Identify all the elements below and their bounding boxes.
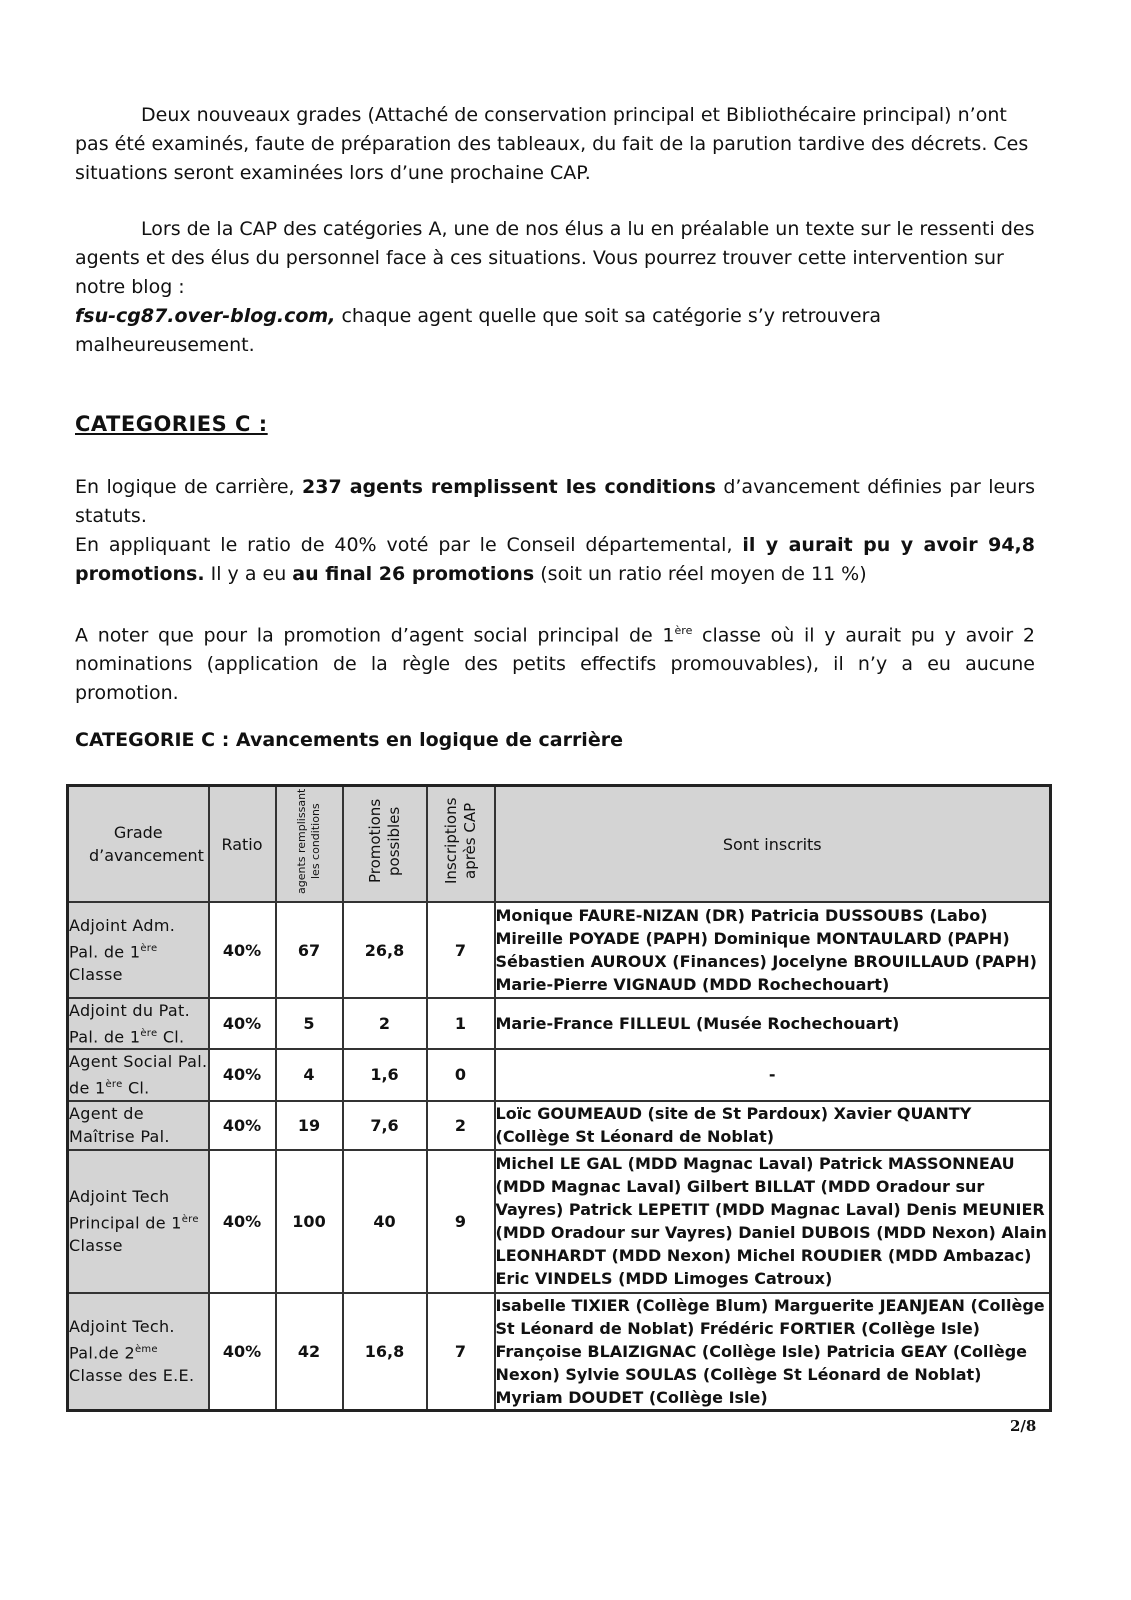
inscriptions-cell: 2	[427, 1101, 495, 1150]
names-cell: -	[495, 1049, 1051, 1100]
header-grade: Grade d’avancement	[68, 786, 209, 903]
intro-paragraph-grades	[75, 101, 1035, 188]
header-ratio: Ratio	[209, 786, 276, 903]
header-agents	[276, 786, 343, 903]
text-span: En logique de carrière,	[75, 476, 303, 498]
promotions-cell: 1,6	[343, 1049, 427, 1100]
table-row	[68, 902, 1051, 998]
text-span: A noter que pour la promotion d’agent social principal de 1	[75, 624, 675, 647]
agents-cell: 42	[276, 1293, 343, 1411]
promotions-table	[66, 784, 1052, 1412]
note-paragraph	[75, 616, 1035, 708]
grade-cell	[68, 1293, 209, 1411]
superscript: ère	[674, 624, 693, 637]
grade-text: Cl.	[122, 1078, 150, 1098]
header-agents-text: agents remplissant les conditions	[295, 788, 322, 894]
blog-url: fsu-cg87.over-blog.com,	[75, 305, 336, 327]
text-span: Il y a eu	[204, 563, 293, 585]
grade-text: Classe des E.E.	[69, 1366, 195, 1386]
grade-cell	[68, 1049, 209, 1100]
agents-cell: 67	[276, 902, 343, 998]
table-heading: CATEGORIE C : Avancements en logique de carrière	[75, 729, 623, 751]
agents-cell: 4	[276, 1049, 343, 1100]
text-span-bold: 237 agents remplissent les conditions	[302, 476, 716, 498]
text-line	[75, 302, 1035, 331]
table-row	[68, 1049, 1051, 1100]
ratio-cell: 40%	[209, 1293, 276, 1411]
table-row	[68, 998, 1051, 1049]
table-row	[68, 1150, 1051, 1293]
grade-text: Adjoint Adm. Pal. de 1	[69, 915, 176, 962]
names-cell: Michel LE GAL (MDD Magnac Laval) Patrick MASSONNEAU (MDD Magnac Laval) Gilbert BILLAT (MDD Oradour sur Vayres) Patrick LEPETIT (MDD Magnac Laval) Denis MEUNIER (MDD Oradour sur Vayres) Daniel DUBOIS (MDD Nexon) Alain LEONHARDT (MDD Nexon) Michel ROUDIER (MDD Ambazac) Eric VINDELS (MDD Limoges Catroux)	[495, 1150, 1051, 1293]
header-inscrits: Sont inscrits	[495, 786, 1051, 903]
intro-paragraph-blog	[75, 215, 1035, 360]
page-number: 2/8	[1010, 1417, 1037, 1435]
blog-after-text: chaque agent quelle que soit sa catégorie s’y retrouvera	[335, 305, 882, 327]
header-promotions-text: Promotions possibles	[365, 798, 403, 884]
promotions-cell: 26,8	[343, 902, 427, 998]
text-span: (soit un ratio réel moyen de 11 %)	[534, 563, 867, 585]
text-span-bold: il y aurait pu y avoir 94,8 promotions.	[75, 534, 1035, 585]
table-row	[68, 1293, 1051, 1411]
text-line: situations seront examinées lors d’une prochaine CAP.	[75, 162, 591, 184]
ratio-cell: 40%	[209, 902, 276, 998]
inscriptions-cell: 1	[427, 998, 495, 1049]
text-line: malheureusement.	[75, 334, 255, 356]
superscript: ère	[140, 1028, 158, 1039]
section-heading: CATEGORIES C :	[75, 412, 268, 436]
grade-cell	[68, 902, 209, 998]
text-line: pas été examinés, faute de préparation des tableaux, du fait de la parution tardive des décrets. Ces	[75, 133, 1029, 155]
grade-text: Agent Social Pal. de 1	[69, 1052, 208, 1098]
grade-text: Classe	[69, 1236, 123, 1256]
names-cell: Loïc GOUMEAUD (site de St Pardoux) Xavier QUANTY (Collège St Léonard de Noblat)	[495, 1101, 1051, 1150]
grade-cell	[68, 1101, 209, 1150]
table-header-row	[68, 786, 1051, 903]
agents-cell: 19	[276, 1101, 343, 1150]
promotions-cell: 7,6	[343, 1101, 427, 1150]
grade-text: Classe	[69, 965, 123, 985]
promotions-cell: 2	[343, 998, 427, 1049]
grade-text: Adjoint Tech Principal de 1	[69, 1186, 182, 1233]
superscript: ème	[134, 1343, 158, 1355]
grade-cell	[68, 998, 209, 1049]
inscriptions-cell: 7	[427, 902, 495, 998]
names-cell: Monique FAURE-NIZAN (DR) Patricia DUSSOUBS (Labo) Mireille POYADE (PAPH) Dominique MONTAULARD (PAPH) Sébastien AUROUX (Finances) Jocelyne BROUILLAUD (PAPH) Marie-Pierre VIGNAUD (MDD Rochechouart)	[495, 902, 1051, 998]
agents-cell: 5	[276, 998, 343, 1049]
ratio-cell: 40%	[209, 1049, 276, 1100]
names-cell: Isabelle TIXIER (Collège Blum) Marguerite JEANJEAN (Collège St Léonard de Noblat) Frédéric FORTIER (Collège Isle) Françoise BLAIZIGNAC (Collège Isle) Patricia GEAY (Collège Nexon) Sylvie SOULAS (Collège St Léonard de Noblat) Myriam DOUDET (Collège Isle)	[495, 1293, 1051, 1411]
grade-text: Adjoint Tech. Pal.de 2	[69, 1316, 175, 1363]
career-paragraph	[75, 473, 1035, 589]
table-row	[68, 1101, 1051, 1150]
ratio-cell: 40%	[209, 1101, 276, 1150]
text-line: notre blog :	[75, 276, 185, 298]
header-inscriptions-text: Inscriptions après CAP	[441, 797, 479, 885]
ratio-cell: 40%	[209, 1150, 276, 1293]
grade-cell	[68, 1150, 209, 1293]
ratio-cell: 40%	[209, 998, 276, 1049]
names-cell: Marie-France FILLEUL (Musée Rochechouart)	[495, 998, 1051, 1049]
header-promotions	[343, 786, 427, 903]
agents-cell: 100	[276, 1150, 343, 1293]
superscript: ère	[105, 1079, 123, 1091]
text-span-bold: au final 26 promotions	[292, 563, 535, 585]
grade-text: Cl.	[157, 1027, 185, 1047]
text-span: En appliquant le ratio de 40% voté par le Conseil départemental,	[75, 534, 743, 556]
promotions-cell: 16,8	[343, 1293, 427, 1411]
inscriptions-cell: 9	[427, 1150, 495, 1293]
grade-text: Agent de Maîtrise Pal.	[69, 1104, 170, 1147]
text-line: Deux nouveaux grades (Attaché de conservation principal et Bibliothécaire principal) n’ont	[141, 104, 1007, 126]
promotions-cell: 40	[343, 1150, 427, 1293]
header-inscriptions	[427, 786, 495, 903]
superscript: ère	[140, 942, 158, 954]
inscriptions-cell: 7	[427, 1293, 495, 1411]
inscriptions-cell: 0	[427, 1049, 495, 1100]
text-span: d’avancement définies par leurs statuts.	[75, 476, 1035, 527]
grade-text: Adjoint du Pat. Pal. de 1	[69, 1001, 190, 1047]
superscript: ère	[181, 1213, 199, 1225]
text-line: agents et des élus du personnel face à ces situations. Vous pourrez trouver cette intervention sur	[75, 247, 1004, 269]
text-line: Lors de la CAP des catégories A, une de nos élus a lu en préalable un texte sur le ressenti des	[141, 218, 1035, 240]
text-span: classe où il y aurait pu y avoir 2 nominations (application de la règle des petits effectifs promouvables), il n’y a eu aucune promotion.	[75, 624, 1035, 705]
